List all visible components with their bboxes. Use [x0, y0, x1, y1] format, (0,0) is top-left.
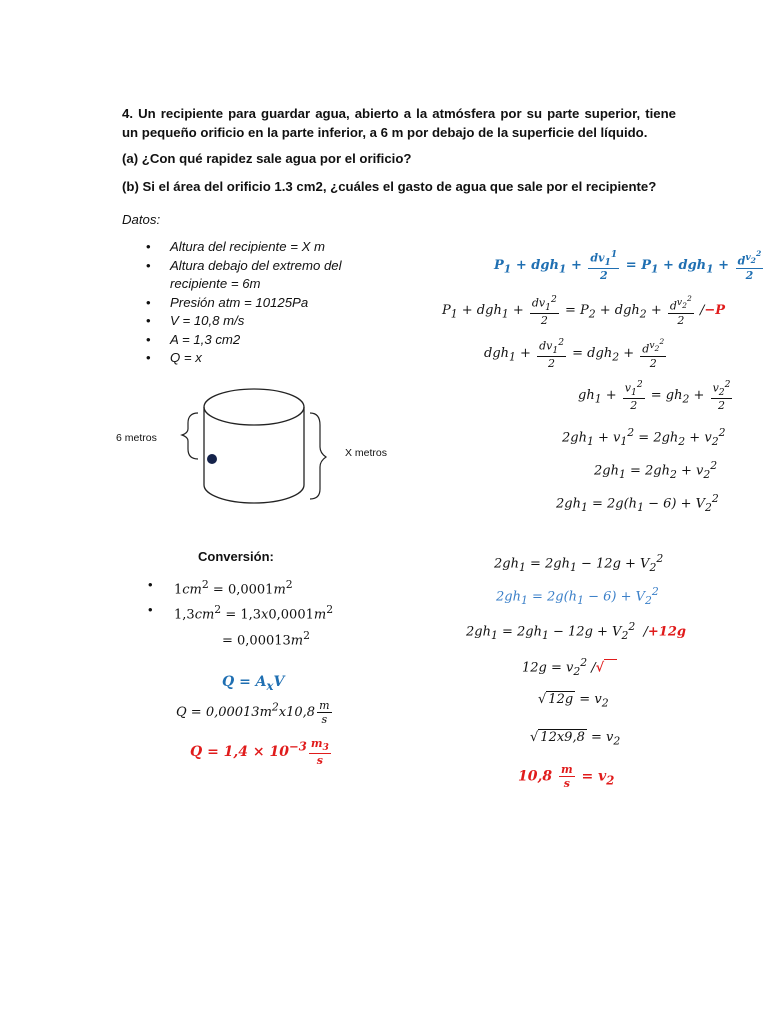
eq-4: $gh_1$ + $\frac{v_1^2}{2}$ = $gh_2$ + $\frac{v_2^2}{2}$ [578, 379, 731, 413]
eq-10: $2gh_1 = 2gh_1 - 12g + V_2^2$ /+12g [466, 620, 686, 642]
left-brace [182, 413, 198, 459]
eq-12: √ $12g = v_2$ [538, 692, 609, 710]
datos-item: • Q = x [140, 349, 370, 368]
datos-title: Datos: [122, 212, 161, 227]
x-meters-label: X metros [345, 447, 388, 459]
problem-statement: 4. Un recipiente para guardar agua, abierto a la atmósfera por su parte superior, tiene un pequeño orificio en la parte inferior, a 6 m por debajo de la superficie del líquido. [122, 106, 676, 140]
six-meters-label: 6 metros [116, 432, 157, 444]
conversion-title: Conversión: [198, 549, 274, 564]
datos-list [140, 238, 370, 368]
question-a: (a) ¿Con qué rapidez sale agua por el orificio? [122, 151, 412, 166]
eq-9: $2gh_1 = 2g(h_1 - 6) + V_2^2$ [496, 585, 659, 607]
eq-2: $P_1 + dgh_1$ + $\frac{dv_1^2}{2}$ = $P_2 + dgh_2$ + $\frac{d^{v_2^2}}{2}$ /−P [442, 294, 725, 328]
orifice-dot [207, 454, 217, 464]
eq-result: 10,8 $\frac{m}{s}$ = $v_2$ [518, 763, 615, 790]
eq-11: $12g = v_2^2$ /√ [522, 656, 617, 678]
q-result: $Q = 1,4 \times 10^{-3}$ $\frac{m_3}{s}$ [190, 737, 329, 768]
question-b: (b) Si el área del orificio 1.3 cm2, ¿cuáles el gasto de agua que sale por el recipiente? [122, 179, 657, 194]
eq-6: $2gh_1 = 2gh_2 + v_2^2$ [594, 459, 718, 481]
q-substitution: $Q = 0,00013m^2x10,8$ $\frac{m}{s}$ [176, 699, 330, 726]
datos-item: • Presión atm = 10125Pa [140, 294, 370, 313]
datos-item: • Altura debajo del extremo del recipiente = 6m [140, 257, 350, 294]
datos-item: • V = 10,8 m/s [140, 312, 370, 331]
datos-item: • A = 1,3 cm2 [140, 331, 370, 350]
datos-item: • Altura del recipiente = X m [140, 238, 370, 257]
eq-3: dgh$_1$ + $\frac{dv_1^2}{2}$ = dgh$_2$ + $\frac{d^{v_2^2}}{2}$ [484, 337, 665, 371]
conversion-line-1: • $1cm^2 = 0,0001m^2$ [140, 575, 333, 600]
eq-5: $2gh_1 + v_1^2 = 2gh_2 + v_2^2$ [562, 426, 726, 448]
eq-8: $2gh_1 = 2gh_1 - 12g + V_2^2$ [494, 552, 664, 574]
q-formula: $Q = A_xV$ [222, 674, 285, 693]
eq-7: $2gh_1 = 2g(h_1 - 6) + V_2^2$ [556, 492, 719, 514]
conversion-line-3: = $0,00013m^2$ [222, 628, 311, 648]
conversion-list [140, 575, 333, 651]
conversion-line-2: • $1,3cm^2 = 1,3x0,0001m^2$ [140, 600, 333, 625]
eq-bernoulli: $P_1 + dgh_1$ + $\frac{dv_1^1}{2}$ = $P_1 + dgh_1$ + $\frac{d^{v_2^2}}{2}$ [494, 249, 762, 283]
eq-13: √ $12x9,8 = v_2$ [530, 730, 621, 748]
right-brace [310, 413, 326, 499]
